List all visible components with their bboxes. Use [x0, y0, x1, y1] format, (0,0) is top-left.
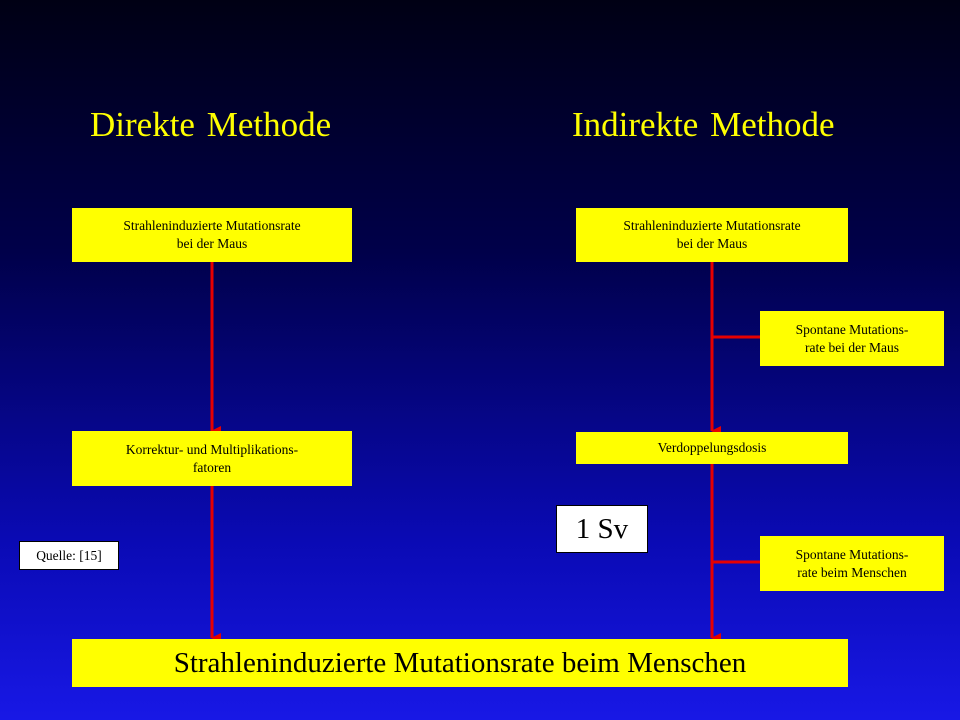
- title-direct-method: Direkte Methode: [90, 105, 332, 144]
- bottom-result-label: Strahleninduzierte Mutationsrate beim Menschen: [173, 647, 747, 679]
- right-top-box: [576, 208, 848, 262]
- title-indirect-method: Indirekte Methode: [572, 105, 835, 144]
- right-middle-box: [576, 432, 848, 464]
- dose-box: [556, 505, 648, 553]
- right-top-box-label: Strahleninduzierte Mutationsrate bei der Maus: [623, 218, 801, 251]
- right-side-box-human: [760, 536, 944, 591]
- right-middle-box-label: Verdoppelungsdosis: [657, 440, 767, 455]
- left-middle-box-label: Korrektur- und Multiplikations- fatoren: [125, 441, 299, 475]
- right-side-box-mouse: [760, 311, 944, 366]
- source-label: Quelle: [15]: [36, 547, 102, 563]
- left-top-box: [72, 208, 352, 262]
- bottom-result-box: [72, 639, 848, 687]
- dose-box-label: 1 Sv: [575, 512, 629, 545]
- left-top-box-label: Strahleninduzierte Mutationsrate bei der Maus: [123, 218, 301, 251]
- left-middle-box: [72, 431, 352, 486]
- source-label-box: [19, 541, 119, 570]
- right-side-box-human-label: Spontane Mutations- rate beim Menschen: [795, 546, 909, 580]
- right-side-box-mouse-label: Spontane Mutations- rate bei der Maus: [795, 321, 909, 355]
